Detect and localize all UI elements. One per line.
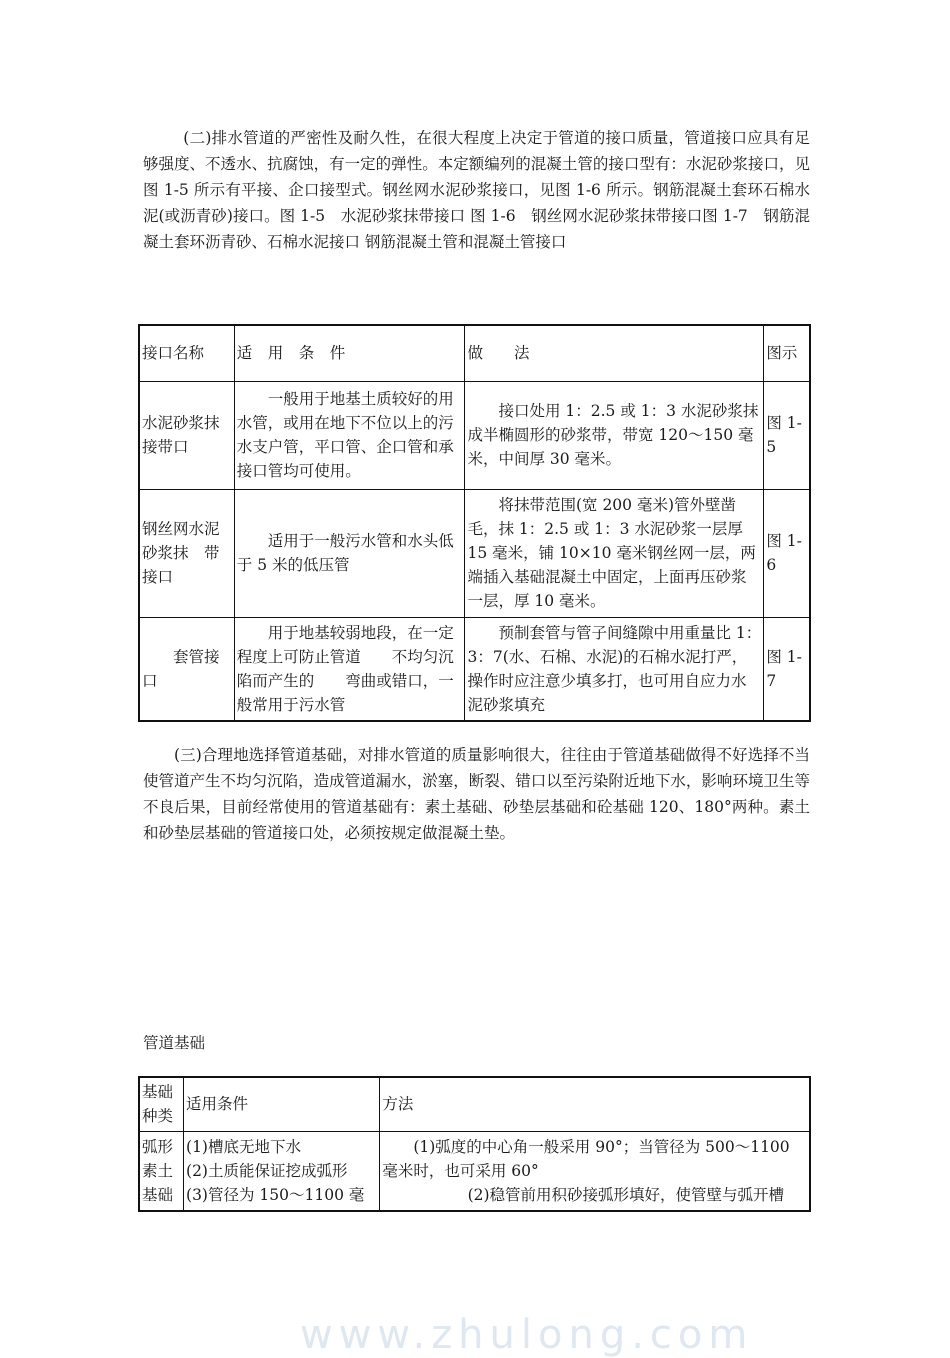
condition-line: (3)管径为 150～1100 毫: [186, 1185, 365, 1204]
header-cell: 接口名称: [139, 325, 234, 381]
table-row: [139, 617, 810, 721]
joint-condition: 用于地基较弱地段，在一定程度上可防止管道 不均匀沉陷而产生的 弯曲或错口，一般常用于污水管: [234, 617, 465, 721]
table-row: [139, 489, 810, 617]
foundation-conditions: [184, 1131, 380, 1211]
joint-figure: 图 1-6: [764, 489, 810, 617]
joint-method: 接口处用 1：2.5 或 1：3 水泥砂浆抹成半椭圆形的砂浆带，带宽 120～150 毫米，中间厚 30 毫米。: [465, 381, 764, 489]
method-line: (2)稳管前用积砂接弧形填好，使管壁与弧开槽: [467, 1185, 785, 1204]
watermark: www.zhulong.com: [300, 1312, 754, 1358]
header-cell: 适 用 条 件: [234, 325, 465, 381]
method-line: (1)弧度的中心角一般采用 90°；当管径为 500～1100 毫米时，也可采用 60°: [382, 1137, 790, 1180]
header-cell: 图示: [764, 325, 810, 381]
section-3-paragraph: (三)合理地选择管道基础，对排水管道的质量影响很大，往往由于管道基础做得不好选择不当使管道产生不均匀沉陷，造成管道漏水，淤塞，断裂、错口以至污染附近地下水，影响环境卫生等不良后果，目前经常使用的管道基础有：素土基础、砂垫层基础和砼基础 120、180°两种。素土和砂垫层基础的管道接口处，必须按规定做混凝土垫。: [143, 746, 810, 842]
header-cell: 适用条件: [184, 1077, 380, 1131]
joint-name: 钢丝网水泥砂浆抹 带 接口: [139, 489, 234, 617]
table-row: [139, 381, 810, 489]
joint-name: 套管接口: [139, 617, 234, 721]
foundation-type: 弧形素土基础: [139, 1131, 184, 1211]
joint-figure: 图 1-5: [764, 381, 810, 489]
joint-figure: 图 1-7: [764, 617, 810, 721]
header-cell: 方法: [380, 1077, 810, 1131]
table-row: [139, 1131, 810, 1211]
joint-condition: 适用于一般污水管和水头低于 5 米的低压管: [234, 489, 465, 617]
foundation-table: [138, 1076, 811, 1212]
foundation-table-caption: 管道基础: [143, 1034, 206, 1052]
section-2-paragraph: (二)排水管道的严密性及耐久性，在很大程度上决定于管道的接口质量，管道接口应具有足够强度、不透水、抗腐蚀，有一定的弹性。本定额编列的混凝土管的接口型有：水泥砂浆接口，见图 1-5 所示有平接、企口接型式。钢丝网水泥砂浆接口，见图 1-6 所示。钢筋混凝土套环石棉水泥(或沥青砂)接口。图 1-5 水泥砂浆抹带接口 图 1-6 钢丝网水泥砂浆抹带接口图 1-7 钢筋混凝土套环沥青砂、石棉水泥接口 钢筋混凝土管和混凝土管接口: [143, 129, 810, 251]
joint-method: 将抹带范围(宽 200 毫米)管外壁凿毛，抹 1：2.5 或 1：3 水泥砂浆一层厚 15 毫米，铺 10×10 毫米钢丝网一层，两端插入基础混凝土中固定，上面再压砂浆一层，厚 10 毫米。: [465, 489, 764, 617]
joint-method: 预制套管与管子间缝隙中用重量比 1：3：7(水、石棉、水泥)的石棉水泥打严，操作时应注意少填多打，也可用自应力水泥砂浆填充: [465, 617, 764, 721]
condition-line: (1)槽底无地下水: [186, 1137, 301, 1156]
joint-types-table: [138, 324, 811, 722]
header-cell: 基础种类: [139, 1077, 184, 1131]
condition-line: (2)土质能保证挖成弧形: [186, 1161, 348, 1180]
joint-name: 水泥砂浆抹接带口: [139, 381, 234, 489]
joint-condition: 一般用于地基土质较好的用水管，或用在地下不位以上的污水支户管，平口管、企口管和承接口管均可使用。: [234, 381, 465, 489]
header-cell: 做 法: [465, 325, 764, 381]
table-header-row: [139, 325, 810, 381]
table-header-row: [139, 1077, 810, 1131]
foundation-methods: [380, 1131, 810, 1211]
